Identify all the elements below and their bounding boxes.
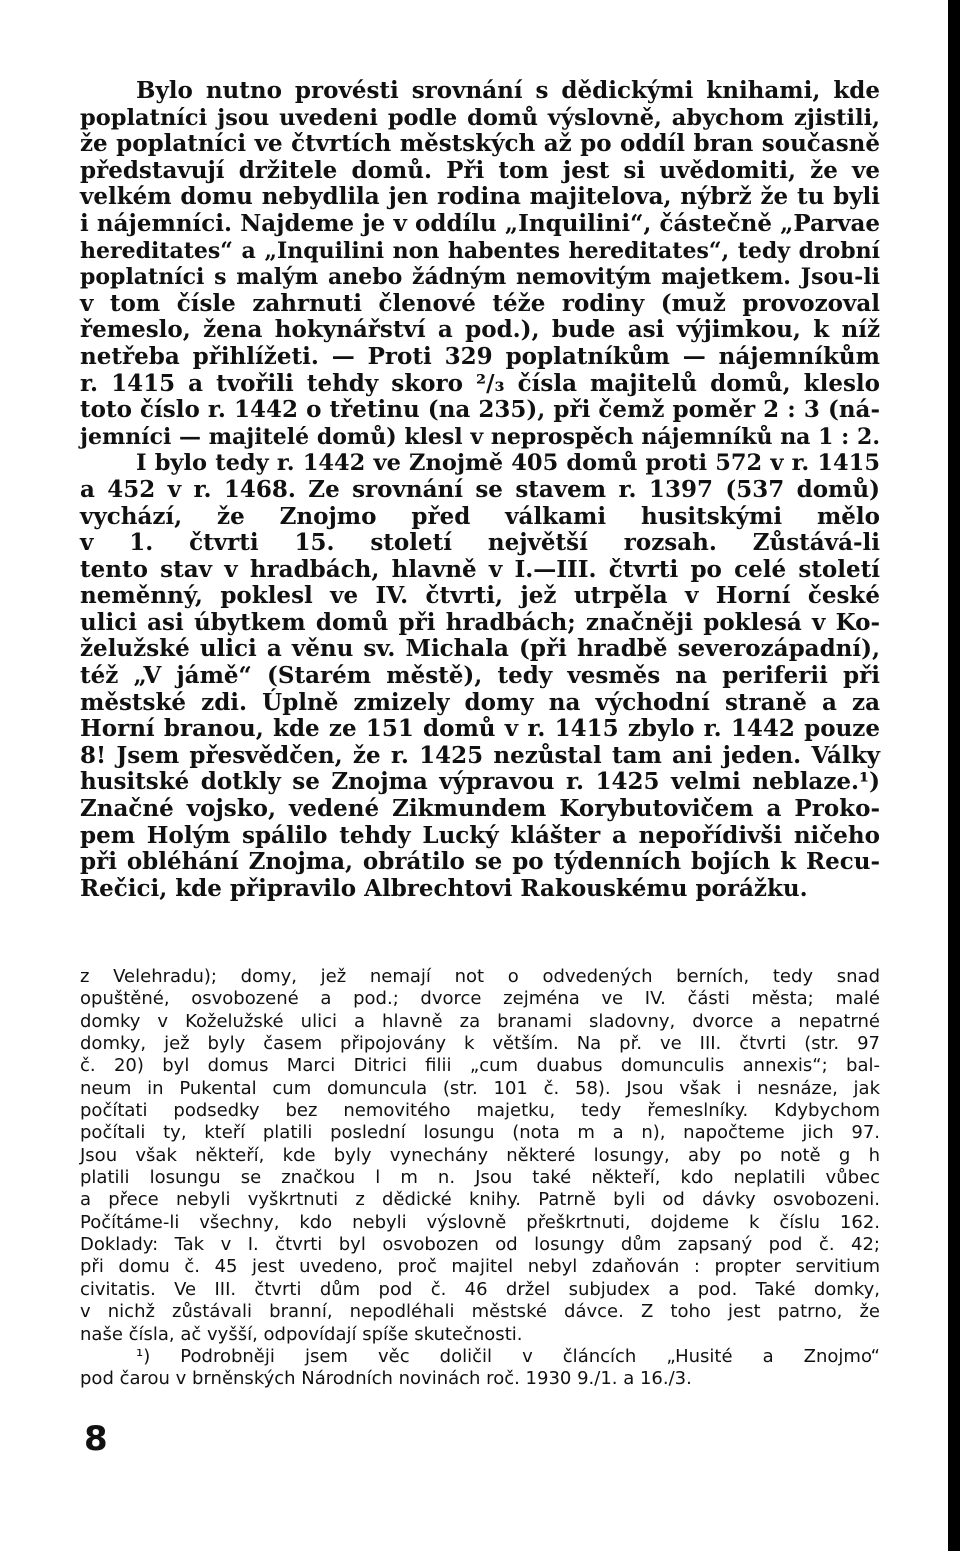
text-line: městské zdi. Úplně zmizely domy na východní straně a za	[80, 688, 880, 716]
footnote-line: Počítáme-li všechny, kdo nebyli výslovně přeškrtnuti, dojdeme k číslu 162.	[80, 1211, 880, 1233]
text-line: že poplatníci ve čtvrtích městských až po oddíl bran současně	[80, 130, 880, 158]
text-line: Značné vojsko, vedené Zikmundem Korybutovičem a Proko-	[80, 795, 880, 823]
text-line: Bylo nutno provésti srovnání s dědickými knihami, kde	[136, 77, 880, 104]
text-line: ulici asi úbytkem domů při hradbách; značněji poklesá v Ko-	[80, 608, 880, 636]
text-line: neměnný, poklesl ve IV. čtvrti, jež utrpěla v Horní české	[80, 582, 880, 610]
scan-edge	[948, 0, 960, 1551]
footnote-line: a přece nebyli vyškrtnuti z dědické knihy. Patrně byli od dávky osvobozeni.	[80, 1189, 880, 1211]
text-line: vychází, že Znojmo před válkami husitskými mělo	[80, 502, 880, 530]
footnote-line: v nichž zůstávali branní, nepodléhali městské dávce. Z toho jest patrno, že	[80, 1301, 880, 1323]
footnote-line: Jsou však někteří, kde byly vynechány některé losungy, aby po notě g h	[80, 1144, 880, 1166]
text-line: netřeba přihlížeti. — Proti 329 poplatníkům — nájemníkům	[80, 342, 880, 370]
text-line: při obléhání Znojma, obrátilo se po týdenních bojích k Recu-	[80, 848, 880, 876]
footnote-line: z Velehradu); domy, jež nemají not o odvedených berních, tedy snad	[80, 966, 880, 987]
text-line: Horní branou, kde ze 151 domů v r. 1415 zbylo r. 1442 pouze	[80, 715, 880, 743]
text-line: 8! Jsem přesvědčen, že r. 1425 nezůstal tam ani jeden. Války	[80, 741, 880, 769]
footnote-line: při domu č. 45 jest uvedeno, proč majitel nebyl zdaňován : propter servitium	[80, 1256, 880, 1278]
footnotes	[80, 966, 880, 1391]
text-line: a 452 v r. 1468. Ze srovnání se stavem r. 1397 (537 domů)	[80, 475, 880, 503]
footnote-line: opuštěné, osvobozené a pod.; dvorce zejména ve IV. části města; malé	[80, 988, 880, 1010]
footnote-line: č. 20) byl domus Marci Ditrici filii „cum duabus domunculis annexis“; bal-	[80, 1055, 880, 1077]
footnote-line: ¹) Podrobněji jsem věc doličil v článcích „Husité a Znojmo“	[136, 1345, 880, 1367]
text-line: pem Holým spálilo tehdy Lucký klášter a nepořídivši ničeho	[80, 821, 880, 849]
text-line: v 1. čtvrti 15. století největší rozsah. Zůstává-li	[80, 529, 880, 557]
footnote-line: domky v Koželužské ulici a hlavně za branami sladovny, dvorce a nepatrné	[80, 1010, 880, 1032]
main-text	[80, 78, 880, 902]
footnote-line: neum in Pukental cum domuncula (str. 101 č. 58). Jsou však i nesnáze, jak	[80, 1077, 880, 1099]
text-line: velkém domu nebydlila jen rodina majitelova, nýbrž že tu byli	[80, 183, 880, 211]
footnote-line: domky, jež byly časem připojovány k větším. Na př. ve III. čtvrti (str. 97	[80, 1033, 880, 1055]
text-line: představují držitele domů. Při tom jest si uvědomiti, že ve	[80, 156, 880, 184]
page-number: 8	[84, 1419, 108, 1459]
footnote-line: pod čarou v brněnských Národních novinách roč. 1930 9./1. a 16./3.	[80, 1368, 692, 1390]
footnote-line: počítali ty, kteří platili poslední losungu (nota m a n), napočteme jich 97.	[80, 1122, 880, 1144]
text-line: i nájemníci. Najdeme je v oddílu „Inquilini“, částečně „Parvae	[80, 209, 880, 237]
footnote-line: Doklady: Tak v I. čtvrti byl osvobozen od losungy dům zapsaný pod č. 42;	[80, 1234, 880, 1256]
text-line: poplatníci s malým anebo žádným nemovitým majetkem. Jsou-li	[80, 264, 880, 291]
text-line: r. 1415 a tvořili tehdy skoro ²/₃ čísla majitelů domů, kleslo	[80, 369, 880, 397]
footnote-line: naše čísla, ač vyšší, odpovídají spíše skutečnosti.	[80, 1323, 523, 1345]
text-line: v tom čísle zahrnuti členové téže rodiny (muž provozoval	[80, 289, 880, 317]
text-line: tento stav v hradbách, hlavně v I.—III. čtvrti po celé století	[80, 555, 880, 583]
footnote-line: platili losungu se značkou l m n. Jsou také někteří, kdo neplatili vůbec	[80, 1167, 880, 1189]
text-line: husitské dotkly se Znojma výpravou r. 1425 velmi neblaze.¹)	[80, 768, 880, 796]
text-line: Rečici, kde připravilo Albrechtovi Rakouskému porážku.	[80, 874, 808, 902]
text-line: řemeslo, žena hokynářství a pod.), bude asi výjimkou, k níž	[80, 316, 880, 344]
text-line: toto číslo r. 1442 o třetinu (na 235), při čemž poměr 2 : 3 (ná-	[80, 396, 880, 424]
text-line: jemníci — majitelé domů) klesl v neprospěch nájemníků na 1 : 2.	[80, 423, 880, 450]
footnote-line: civitatis. Ve III. čtvrti dům pod č. 46 držel subjudex a pod. Také domky,	[80, 1278, 880, 1300]
text-line: hereditates“ a „Inquilini non habentes hereditates“, tedy drobní	[80, 237, 880, 264]
footnote-line: počítati podsedky bez nemovitého majetku, tedy řemeslníky. Kdybychom	[80, 1100, 880, 1122]
text-line: I bylo tedy r. 1442 ve Znojmě 405 domů proti 572 v r. 1415	[136, 450, 880, 477]
text-line: též „V jámě“ (Starém městě), tedy vesměs na periferii při	[80, 662, 880, 690]
text-line: poplatníci jsou uvedeni podle domů výslovně, abychom zjistili,	[80, 104, 880, 131]
text-line: želužské ulici a věnu sv. Michala (při hradbě severozápadní),	[80, 635, 880, 663]
